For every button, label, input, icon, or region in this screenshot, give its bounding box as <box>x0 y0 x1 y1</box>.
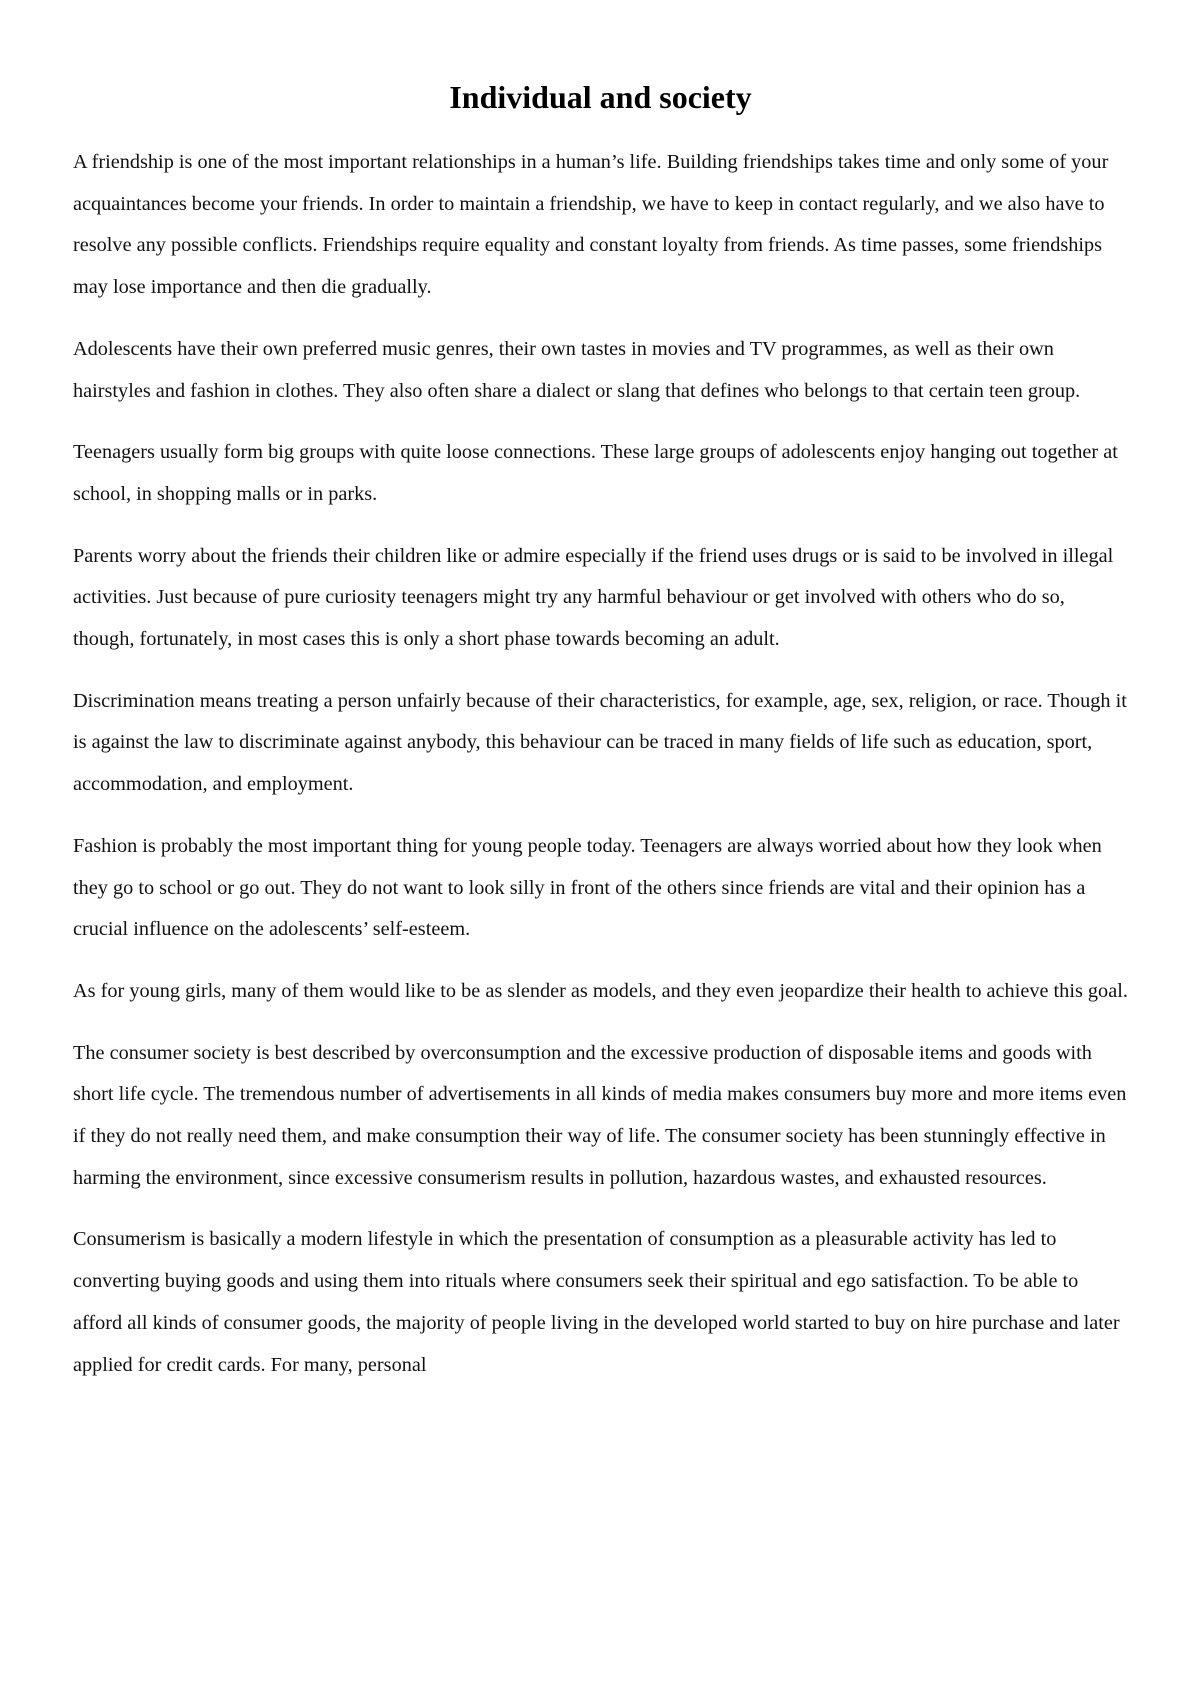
document-title: Individual and society <box>449 79 752 115</box>
paragraph-young-girls: As for young girls, many of them would like to be as slender as models, and they even jeopardize their health to achieve this goal. <box>73 979 1128 1002</box>
paragraph-teen-groups: Teenagers usually form big groups with quite loose connections. These large groups of adolescents enjoy hanging out together at school, in shopping malls or in parks. <box>73 441 1118 505</box>
paragraph-discrimination: Discrimination means treating a person unfairly because of their characteristics, for example, age, sex, religion, or race. Though it is against the law to discriminate against anybody, this behaviour can be traced in many fields of life such as education, sport, accommodation, and employment. <box>73 689 1127 796</box>
paragraph-friendship: A friendship is one of the most important relationships in a human’s life. Building friendships takes time and only some of your acquaintances become your friends. In order to maintain a friendship, we have to keep in contact regularly, and we also have to resolve any possible conflicts. Friendships require equality and constant loyalty from friends. As time passes, some friendships may lose importance and then die gradually. <box>73 151 1109 299</box>
paragraph-adolescents-tastes: Adolescents have their own preferred music genres, their own tastes in movies and TV programmes, as well as their own hairstyles and fashion in clothes. They also often share a dialect or slang that defines who belongs to that certain teen group. <box>73 337 1081 402</box>
paragraph-parents-worry: Parents worry about the friends their children like or admire especially if the friend uses drugs or is said to be involved in illegal activities. Just because of pure curiosity teenagers might try any harmful behaviour or get involved with others who do so, though, fortunately, in most cases this is only a short phase towards becoming an adult. <box>73 544 1114 651</box>
paragraph-fashion: Fashion is probably the most important thing for young people today. Teenagers are always worried about how they look when they go to school or go out. They do not want to look silly in front of the others since friends are vital and their opinion has a crucial influence on the adolescents’ self-esteem. <box>73 834 1102 941</box>
paragraph-consumer-society: The consumer society is best described by overconsumption and the excessive production of disposable items and goods with short life cycle. The tremendous number of advertisements in all kinds of media makes consumers buy more and more items even if they do not really need them, and make consumption their way of life. The consumer society has been stunningly effective in harming the environment, since excessive consumerism results in pollution, hazardous wastes, and exhausted resources. <box>73 1041 1127 1189</box>
paragraph-consumerism: Consumerism is basically a modern lifestyle in which the presentation of consumption as a pleasurable activity has led to converting buying goods and using them into rituals where consumers seek their spiritual and ego satisfaction. To be able to afford all kinds of consumer goods, the majority of people living in the developed world started to buy on hire purchase and later applied for credit cards. For many, personal <box>73 1228 1120 1376</box>
